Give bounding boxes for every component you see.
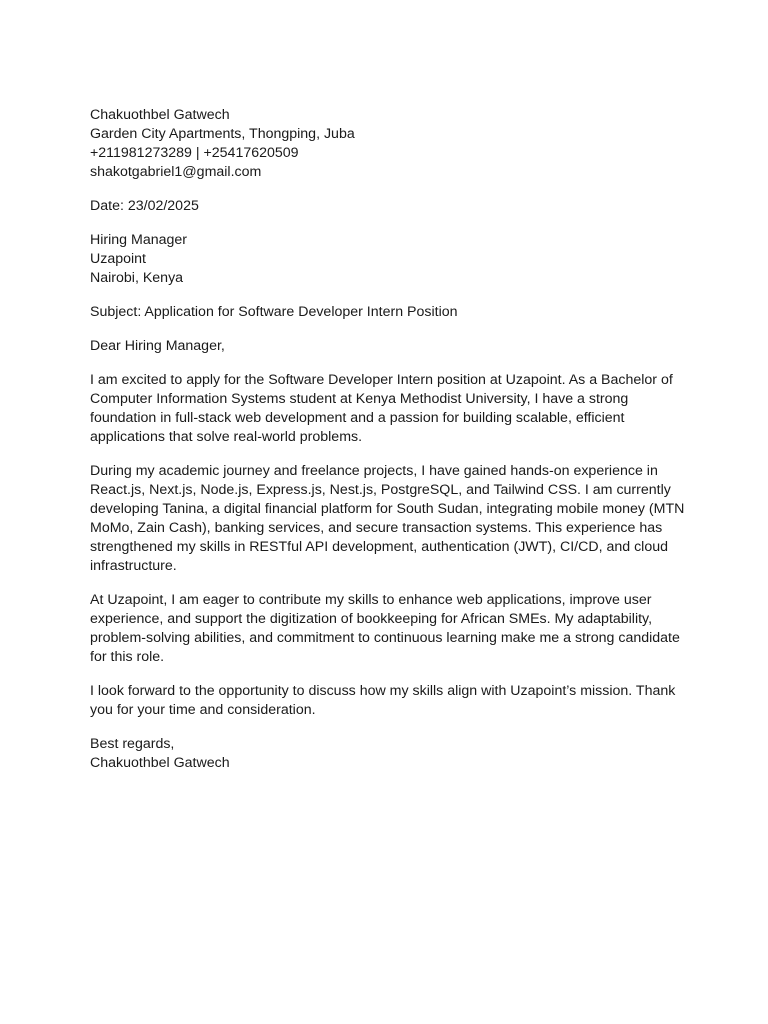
sender-block xyxy=(90,106,680,182)
letter-subject: Subject: Application for Software Developer Intern Position xyxy=(90,304,458,320)
paragraph-line: I look forward to the opportunity to discuss how my skills align with Uzapoint’s mission. Thank xyxy=(90,683,676,699)
recipient-title: Hiring Manager xyxy=(90,232,187,248)
paragraph-line: applications that solve real-world problems. xyxy=(90,429,363,445)
recipient-location: Nairobi, Kenya xyxy=(90,270,184,286)
paragraph-line: infrastructure. xyxy=(90,558,177,574)
body-paragraph-1 xyxy=(90,371,680,447)
paragraph-line: experience, and support the digitization of bookkeeping for African SMEs. My adaptability, xyxy=(90,611,653,627)
paragraph-line: you for your time and consideration. xyxy=(90,702,316,718)
paragraph-line: Computer Information Systems student at Kenya Methodist University, I have a strong xyxy=(90,391,629,407)
letter-date: Date: 23/02/2025 xyxy=(90,198,199,214)
paragraph-line: At Uzapoint, I am eager to contribute my skills to enhance web applications, improve user xyxy=(90,592,652,608)
paragraph-line: developing Tanina, a digital financial platform for South Sudan, integrating mobile money (MTN xyxy=(90,501,685,517)
sender-name: Chakuothbel Gatwech xyxy=(90,107,230,123)
paragraph-line: problem-solving abilities, and commitment to continuous learning make me a strong candidate xyxy=(90,630,680,646)
salutation: Dear Hiring Manager, xyxy=(90,338,225,354)
sender-address: Garden City Apartments, Thongping, Juba xyxy=(90,126,355,142)
paragraph-line: React.js, Next.js, Node.js, Express.js, Nest.js, PostgreSQL, and Tailwind CSS. I am currently xyxy=(90,482,671,498)
recipient-company: Uzapoint xyxy=(90,251,146,267)
paragraph-line: for this role. xyxy=(90,649,165,665)
date-block xyxy=(90,197,680,216)
paragraph-line: MoMo, Zain Cash), banking services, and secure transaction systems. This experience has xyxy=(90,520,663,536)
sender-phones: +211981273289 | +25417620509 xyxy=(90,145,299,161)
subject-block xyxy=(90,303,680,322)
paragraph-line: During my academic journey and freelance projects, I have gained hands-on experience in xyxy=(90,463,658,479)
closing-block xyxy=(90,735,680,773)
body-paragraph-3 xyxy=(90,591,680,667)
body-paragraph-2 xyxy=(90,462,685,576)
paragraph-line: foundation in full-stack web development and a passion for building scalable, efficient xyxy=(90,410,625,426)
signoff: Best regards, xyxy=(90,736,175,752)
recipient-block xyxy=(90,231,680,288)
signature-name: Chakuothbel Gatwech xyxy=(90,755,230,771)
body-paragraph-4 xyxy=(90,682,680,720)
paragraph-line: I am excited to apply for the Software Developer Intern position at Uzapoint. As a Bachelor of xyxy=(90,372,673,388)
sender-email: shakotgabriel1@gmail.com xyxy=(90,164,262,180)
paragraph-line: strengthened my skills in RESTful API development, authentication (JWT), CI/CD, and cloud xyxy=(90,539,669,555)
salutation-block xyxy=(90,337,680,356)
cover-letter xyxy=(90,106,685,788)
